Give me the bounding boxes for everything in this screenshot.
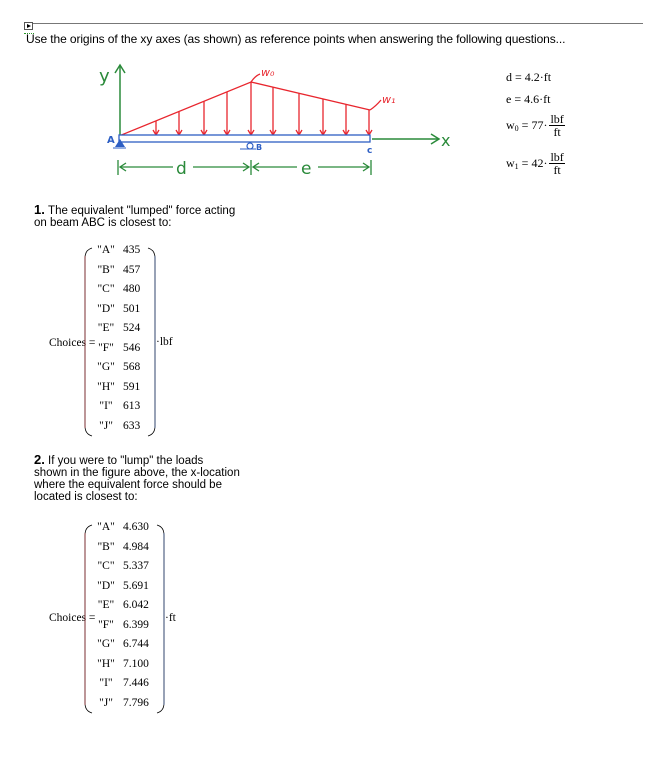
choice-row: "F" 546 [98, 341, 141, 354]
point-c-label: c [367, 146, 373, 156]
choice-row: "G" 568 [97, 361, 141, 373]
choice-row: "J" 7.796 [99, 696, 149, 709]
x-axis-label: x [441, 131, 451, 150]
unit-fraction: $\frac{\text{lbf}}{ft}$ [550, 112, 564, 139]
choice-row: "A" 435 [97, 244, 141, 256]
question-2: 2. If you were to "lump" the loads shown in the figure above, the x-location where the equivalent force should be located is closest to: [34, 452, 240, 503]
w1-label: w₁ [382, 93, 396, 106]
instruction-text: Use the origins of the xy axes (as shown) as reference points when answering the following questions... [26, 32, 566, 46]
choice-row: "C" 5.337 [97, 560, 149, 572]
choice-row: "I" 613 [99, 400, 141, 412]
choice-row: "G" 6.744 [97, 638, 149, 650]
given-e: e = 4.6·ft [506, 92, 551, 106]
given-d: d = 4.2·ft [506, 70, 552, 84]
choice-row: "B" 457 [97, 263, 141, 276]
given-w1: w 1 = 42· $\frac{\text{lbf}}{ft}$ [506, 150, 564, 177]
dimension-e-label: e [301, 159, 312, 179]
unit-label: ·lbf [156, 336, 173, 348]
choice-row: "H" 591 [97, 380, 141, 393]
point-b-label: B [256, 143, 263, 152]
choice-row: "E" 524 [97, 322, 141, 334]
choice-row: "C" 480 [97, 283, 141, 295]
choice-row: "D" 501 [97, 302, 141, 315]
choice-row: "E" 6.042 [97, 599, 149, 611]
w0-label: w₀ [261, 66, 275, 79]
y-axis-label: y [99, 66, 110, 87]
choice-row: "F" 6.399 [98, 618, 149, 631]
point-a-label: A [107, 135, 115, 146]
unit-label: ·ft [165, 612, 176, 624]
given-w0: w 0 = 77· $\frac{\text{lbf}}{ft}$ [506, 112, 564, 139]
choice-row: "A" 4.630 [97, 521, 149, 533]
unit-fraction: $\frac{\text{lbf}}{ft}$ [550, 150, 564, 177]
choice-row: "J" 633 [99, 419, 141, 432]
choice-row: "B" 4.984 [97, 540, 149, 553]
question-1: 1. The equivalent "lumped" force acting on beam ABC is closest to: [34, 202, 236, 229]
dimension-d-label: d [176, 159, 187, 179]
choice-row: "I" 7.446 [99, 677, 149, 689]
choice-row: "H" 7.100 [97, 657, 149, 670]
choice-row: "D" 5.691 [97, 579, 149, 592]
